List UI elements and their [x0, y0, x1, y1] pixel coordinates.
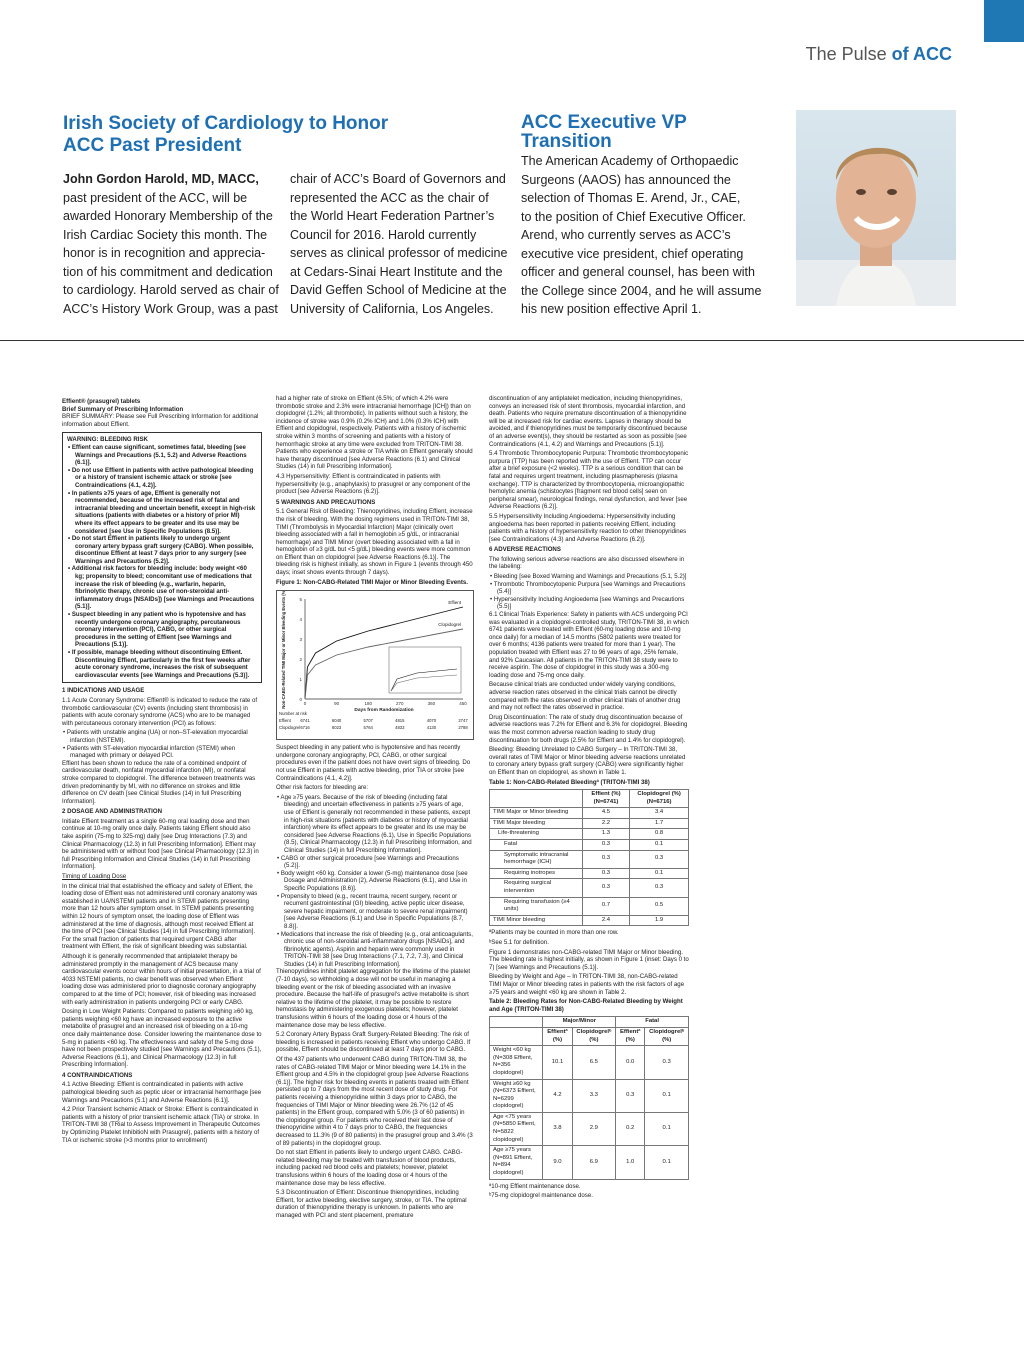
text-line: the College since 2004, and he will assume	[521, 283, 762, 298]
section-5-4: 5.4 Thrombotic Thrombocytopenic Purpura: Thrombotic thrombocytopenic purpura (TTP) has been reported with the use of Effient. TTP can occur after a brief exposure (<2 weeks). TTP is a serious condition that can be fatal and requires urgent treatment, including plasmapheresis (plasma exchange). TTP is characterized by thrombocytopenia, microangiopathic hemolytic anemia (schistocytes [fragment red blood cells] seen on peripheral smear), neurological findings, renal dysfunction, and fever [see Adverse Reactions (6.2)].	[489, 450, 689, 511]
table-cell: Major/Minor	[543, 1017, 616, 1028]
article2-title-line1: ACC Executive VP	[521, 112, 687, 133]
table-cell: 0.3	[582, 850, 629, 868]
x-tick-label: 360	[427, 701, 436, 707]
table-row	[490, 897, 689, 915]
table-cell: 0.3	[630, 850, 689, 868]
table-cell: 9.0	[543, 1146, 572, 1179]
table-cell: 0.1	[630, 840, 689, 851]
boxed-warning	[62, 432, 262, 683]
table-cell: Clopidogrel (%) (N=6716)	[630, 790, 689, 808]
section-6-text-e: Figure 1 demonstrates non-CABG-related TIMI Major or Minor bleeding. The bleeding rate is highest initially, as shown in Figure 1 (inset: Days 0 to 7) [see Warnings and Precautions (5.1)].	[489, 948, 689, 971]
risk-clopidogrel-cell: 5764	[363, 725, 373, 731]
warning-list	[67, 444, 257, 679]
table-cell: Life-threatening	[490, 829, 583, 840]
section-6-1: 6.1 Clinical Trials Experience: Safety in patients with ACS undergoing PCI was evaluated in a clopidogrel-controlled study, TRITON-TIMI 38, in which 6741 patients were treated with Effient (60-mg loading dose and 10-mg once daily) for a median of 14.5 months (5802 patients were treated for over 6 months; 4136 patients were treated for more than 1 year). The population treated with Effient was 27 to 96 years of age, 25% female, and 92% Caucasian. All patients in the TRITON-TIMI 38 study were to receive aspirin. The dose of clopidogrel in this study was a 300-mg loading dose and 75-mg once daily.	[489, 611, 689, 679]
table-cell: 3.3	[572, 1079, 616, 1112]
table-cell	[490, 1017, 543, 1028]
article2-title-line2: Transition	[521, 131, 612, 152]
column3-text-a: discontinuation of any antiplatelet medication, including thienopyridines, conveys an increased risk of stent thrombosis, myocardial infarction, and death. Patients who require premature discontinuation of a thienopyridine will be at increased risk for cardiac events. Lapses in therapy should be avoided, and if thienopyridines must be temporarily discontinued because of an adverse event(s), they should be restarted as soon as possible [see Contraindications (4.1, 4.2) and Warnings and Precautions (5.1)].	[489, 395, 688, 448]
table-cell: 6.9	[572, 1146, 616, 1179]
risk-effient-cell: 2747	[458, 718, 468, 724]
section-2-text-b: In the clinical trial that established the efficacy and safety of Effient, the loading dose of Effient was not administered until coronary anatomy was established in UA/NSTEMI patients and in STEMI patients presenting more than 12 hours after symptom onset. In STEMI patients presenting within 12 hours of symptom onset, the loading dose of Effient was administered at the time of diagnosis, although most received Effient at the time of PCI [see Clinical Studies (14) in full Prescribing Information]. For the small fraction of patients that required urgent CABG after treatment with Effient, the risk of significant bleeding was substantial.	[62, 882, 258, 951]
text-line: Arend, who currently serves as ACC’s	[521, 228, 731, 242]
table-cell: 0.8	[630, 829, 689, 840]
article1-title-line1: Irish Society of Cardiology to Honor	[63, 113, 389, 134]
list-item: • Do not start Effient in patients likely to undergo urgent coronary artery bypass graft surgery (CABG). When possible, discontinue Effient at least 7 days prior to any surgery [see Warnings and Precautions (5.2)].	[75, 535, 257, 565]
list-item: • Body weight <60 kg. Consider a lower (5-mg) maintenance dose [see Dosage and Administration (2), Adverse Reactions (6.1), and Use in Specific Populations (8.6)].	[284, 870, 474, 893]
risk-effient-cell: 6040	[331, 718, 342, 724]
table-cell: 0.5	[630, 897, 689, 915]
table-cell: 3.4	[630, 808, 689, 819]
table-group-row	[490, 1017, 689, 1028]
list-item: • Suspect bleeding in any patient who is hypotensive and has recently undergone coronary angiography, percutaneous coronary intervention (PCI), CABG, or other surgical procedures in the setting of Effient [see Warnings and Precautions (5.1)].	[75, 611, 257, 649]
indications-list	[62, 729, 262, 759]
text-line: represented the ACC as the chair of	[290, 190, 489, 205]
table-cell: Requiring transfusion (≥4 units)	[490, 897, 583, 915]
table-cell: Symptomatic intracranial hemorrhage (ICH)	[490, 850, 583, 868]
text-line: serves as clinical professor of medicine	[290, 246, 508, 260]
table-cell: 4.2	[543, 1079, 572, 1112]
adverse-list	[489, 573, 689, 611]
table-cell: 0.3	[582, 840, 629, 851]
table-cell: Clopidogrelᵇ (%)	[645, 1027, 689, 1045]
inset-frame	[389, 647, 461, 693]
article1-title-line2: ACC Past President	[63, 135, 242, 156]
x-tick-label: 450	[459, 701, 467, 707]
column2-text-c: Other risk factors for bleeding are:	[276, 784, 369, 792]
text-line: David Geffen School of Medicine at the	[290, 283, 507, 297]
text-line: awarded Honorary Membership of the	[63, 209, 273, 223]
table-cell: Clopidogrelᵇ (%)	[572, 1027, 616, 1045]
table-cell: Age <75 years (N=5850 Effient, N=5822 clopidogrel)	[490, 1112, 543, 1145]
portrait-illustration	[796, 110, 956, 306]
list-item: • In patients ≥75 years of age, Effient is generally not recommended, because of the increased risk of fatal and intracranial bleeding and uncertain benefit, except in high-risk situations (patients with diabetes or a history of prior MI) where its effect appears to be greater and its use may be considered [see Use in Specific Populations (8.5)].	[75, 490, 257, 536]
table-cell: 0.1	[645, 1079, 689, 1112]
table1-title: Table 1: Non-CABG-Related Bleedingª (TRITON-TIMI 38)	[489, 778, 650, 786]
text-line: at Cedars-Sinai Heart Institute and the	[290, 264, 503, 279]
section-1-1: 1.1 Acute Coronary Syndrome: Effient® is indicated to reduce the rate of thrombotic cardiovascular (CV) events (including stent thrombosis) in patients with acute coronary syndrome (ACS) who are to be managed with percutaneous coronary intervention (PCI) as follows:	[62, 696, 258, 727]
table-cell: 0.1	[630, 868, 689, 879]
list-item: • Medications that increase the risk of bleeding (e.g., oral anticoagulants, chronic use of non-steroidal anti-inflammatory drugs [NSAIDs], and fibrinolytic agents). Aspirin and heparin were commonly used in TRITON-TIMI 38 [see Drug Interactions (7.1, 7.2, 7.3), and Clinical Studies (14) in full Prescribing Information].	[284, 931, 474, 969]
y-tick-label: 1	[299, 677, 302, 683]
text-line: executive vice president, chief operating	[521, 246, 744, 261]
pi-column2	[276, 395, 474, 1221]
column2-text-d: Thienopyridines inhibit platelet aggregation for the lifetime of the platelet (7-10 days), so withholding a dose will not be useful in managing a bleeding event or the risk of bleeding associated with an invasive procedure. Because the half-life of prasugrel's active metabolite is short relative to the lifetime of the platelet, it may be possible to restore hemostasis by administering exogenous platelets; however, platelet transfusions within 6 hours of the loading dose or 4 hours of the maintenance dose may be less effective.	[276, 968, 471, 1029]
text-line: officer and general counsel, has been with	[521, 265, 755, 279]
risk-effient-cell: Effient	[279, 718, 291, 724]
column2-text-f: Do not start Effient in patients likely to undergo urgent CABG. CABG-related bleeding may be treated with transfusion of blood products, including packed red blood cells and platelets; however, platelet transfusions within 6 hours of the loading dose or 4 hours of the maintenance dose may be less effective.	[276, 1149, 463, 1187]
text-line: selection of Thomas E. Arend, Jr., CAE,	[521, 191, 741, 205]
pi-title: Effient® (prasugrel) tablets	[62, 398, 141, 405]
list-item: • CABG or other surgical procedure [see Warnings and Precautions (5.2)].	[284, 855, 474, 870]
section-4-3: 4.3 Hypersensitivity: Effient is contraindicated in patients with hypersensitivity (e.g., anaphylaxis) to prasugrel or any component of the product [see Adverse Reactions (6.2)].	[276, 472, 471, 496]
text-line: tion of his commitment and dedication	[63, 264, 273, 279]
table-row	[490, 818, 689, 829]
text-line: Irish Cardiac Society this month. The	[63, 227, 268, 242]
y-tick-label: 3	[299, 637, 302, 643]
table2-footnote-a: ª10-mg Effient maintenance dose.	[489, 1182, 581, 1190]
y-tick-label: 0	[299, 697, 302, 703]
x-axis-label: Days from Randomization	[354, 708, 414, 714]
table-row	[490, 1046, 689, 1079]
list-item: • Age ≥75 years. Because of the risk of bleeding (including fatal bleeding) and uncertain effectiveness in patients ≥75 years of age, use of Effient is generally not recommended in these patients, except in high-risk situations (patients with diabetes or history of myocardial infarction) where its effect appears to be greater and its use may be considered [see Adverse Reactions (6.1), Use in Specific Populations (8.5), Clinical Pharmacology (12.3) in full Prescribing Information, and Clinical Studies (14) in full Prescribing Information].	[284, 794, 474, 855]
bleeding-chart	[276, 590, 474, 740]
list-item: • Do not use Effient in patients with active pathological bleeding or a history of transient ischemic attack or stroke [see Contraindications (4.1, 4.2)].	[75, 467, 257, 490]
timing-heading: Timing of Loading Dose	[62, 873, 127, 881]
text-line: to cardiology. Harold served as chair of	[63, 283, 279, 297]
section-6-text-c: Drug Discontinuation: The rate of study drug discontinuation because of adverse reactions was 7.2% for Effient and 6.3% for clopidogrel. Bleeding was the most common adverse reaction leading to study drug discontinuation for both drugs (2.5% for Effient and 1.4% for clopidogrel).	[489, 713, 688, 744]
y-axis-label: Non-CABG-Related TIMI Major or Minor Bleeding Events (%)	[281, 591, 286, 710]
section-6-text-f: Bleeding by Weight and Age – In TRITON-TIMI 38, non-CABG-related TIMI Major or Minor bleeding rates in patients with the risk factors of age ≥75 years and weight <60 kg are shown in Table 2.	[489, 973, 685, 996]
text-line: honor is in recognition and apprecia-	[63, 246, 266, 260]
risk-effient-cell: 4815	[395, 718, 405, 724]
table2-footnote-b: ᵇ75-mg clopidogrel maintenance dose.	[489, 1192, 593, 1200]
column2-text-b: Suspect bleeding in any patient who is hypotensive and has recently undergone coronary angiography, PCI, CABG, or other surgical procedures even if the patient does not have overt signs of bleeding. Do not use Effient in patients with active bleeding, prior TIA or stroke [see Contraindications (4.1, 4.2)].	[276, 744, 471, 782]
risk-clopidogrel-cell: 4130	[426, 725, 437, 731]
table-cell: 1.0	[616, 1146, 645, 1179]
column2-text-a: had a higher rate of stroke on Effient (6.5%; of which 4.2% were thrombotic stroke and 2.3% were intracranial hemorrhage [ICH]) than on clopidogrel (1.2%; all thrombotic). In patients without such a history, the incidence of stroke was 0.9% (0.2% ICH) and 1.0% (0.3% ICH) with Effient and clopidogrel, respectively. Patients with a history of ischemic stroke within 3 months of screening and patients with a history of hemorrhagic stroke at any time were excluded from TRITON-TIMI 38. Patients who experience a stroke or TIA while on Effient generally should have therapy discontinued [see Adverse Reactions (6.1) and Clinical Studies (14) in full Prescribing Information].	[276, 395, 473, 471]
text-line: his new position effective April 1.	[521, 302, 702, 316]
table-cell: TIMI Minor bleeding	[490, 915, 583, 926]
header-brand: of ACC	[891, 44, 952, 64]
list-item: • Hypersensitivity Including Angioedema [see Warnings and Precautions (5.5)]	[497, 596, 689, 611]
table-row	[490, 808, 689, 819]
list-item: • Patients with unstable angina (UA) or non–ST-elevation myocardial infarction (NSTEMI).	[70, 729, 262, 744]
section-2-text-a: Initiate Effient treatment as a single 60-mg oral loading dose and then continue at 10-mg orally once daily. Patients taking Effient should also take aspirin (75-mg to 325-mg) daily [see Drug Interactions (7.3) and Clinical Pharmacology (12.3) in full Prescribing Information]. Effient may be administered with or without food [see Clinical Pharmacology (12.3) in full Prescribing Information and Clinical Studies (14) in full Prescribing Information].	[62, 817, 259, 871]
table-cell: 0.0	[616, 1046, 645, 1079]
table-cell	[490, 1027, 543, 1045]
risk-effient-cell: 6741	[300, 718, 310, 724]
pi-column1	[62, 398, 262, 1146]
section-5-1: 5.1 General Risk of Bleeding: Thienopyridines, including Effient, increase the risk of bleeding. With the dosing regimens used in TRITON-TIMI 38, TIMI (Thrombolysis in Myocardial Infarction) Major (clinically overt bleeding associated with a fall in hemoglobin ≥5 g/dL, or intracranial hemorrhage) and TIMI Minor (overt bleeding associated with a fall in hemoglobin of ≥3 g/dL but <5 g/dL) bleeding events were more common on Effient than on clopidogrel [see Adverse Reactions (6.1)]. The bleeding risk is highest initially, as shown in Figure 1 (events through 450 days; inset shows events through 7 days).	[276, 508, 473, 577]
pi-column3	[489, 395, 689, 1202]
list-item: • Effient can cause significant, sometimes fatal, bleeding [see Warnings and Precautions (5.1, 5.2) and Adverse Reactions (6.1)].	[75, 444, 257, 467]
y-tick-label: 2	[299, 657, 302, 663]
table-row	[490, 850, 689, 868]
x-tick-label: 270	[396, 701, 404, 707]
table-cell: 0.1	[645, 1146, 689, 1179]
pi-subtitle: Brief Summary of Prescribing Information	[62, 405, 184, 413]
list-item: • Propensity to bleed (e.g., recent trauma, recent surgery, recent or recurrent gastrointestinal (GI) bleeding, active peptic ulcer disease, severe hepatic impairment, or moderate to severe renal impairment) [see Adverse Reactions (6.1) and Use in Specific Populations (8.7, 8.8)].	[284, 893, 474, 931]
text-line: past president of the ACC, will be	[63, 190, 248, 205]
article1-column1	[63, 170, 283, 318]
list-item: • Additional risk factors for bleeding include: body weight <60 kg; propensity to bleed; concomitant use of medications that increase the risk of bleeding (e.g., warfarin, heparin, fibrinolytic therapy, chronic use of non-steroidal anti-inflammatory drugs [NSAIDs]) [see Warnings and Precautions (5.1)].	[75, 565, 257, 611]
table-header-row	[490, 790, 689, 808]
table-row	[490, 840, 689, 851]
table-cell: Weight <60 kg (N=308 Effient, N=356 clopidogrel)	[490, 1046, 543, 1079]
header-accent-bar	[984, 0, 1024, 42]
table-row	[490, 1146, 689, 1179]
legend-effient: Effient	[448, 600, 461, 606]
section-5-3: 5.3 Discontinuation of Effient: Discontinue thienopyridines, including Effient, for active bleeding, elective surgery, stroke, or TIA. The optimal duration of thienopyridine therapy is unknown. In patients who are managed with PCI and stent placement, premature	[276, 1189, 467, 1219]
table1-footnote-a: ªPatients may be counted in more than one row.	[489, 929, 619, 937]
portrait-photo	[796, 110, 956, 306]
risk-clopidogrel-cell: 4833	[395, 725, 405, 731]
table-cell: 4.5	[582, 808, 629, 819]
section-2-text-d: Dosing in Low Weight Patients: Compared to patients weighing ≥60 kg, patients weighing <60 kg have an increased exposure to the active metabolite of prasugrel and an increased risk of bleeding on a 10-mg once daily maintenance dose. Consider lowering the maintenance dose to 5-mg in patients <60 kg. The effectiveness and safety of the 5-mg dose have not been prospectively studied [see Warnings and Precautions (5.1), Adverse Reactions (6.1), and Clinical Pharmacology (12.3) in full Prescribing Information].	[62, 1008, 262, 1069]
table-cell: TIMI Major bleeding	[490, 818, 583, 829]
table-cell: 6.5	[572, 1046, 616, 1079]
section-2-heading: 2 DOSAGE AND ADMINISTRATION	[62, 808, 162, 816]
table-cell: TIMI Major or Minor bleeding	[490, 808, 583, 819]
table-header-row	[490, 1027, 689, 1045]
table-row	[490, 879, 689, 897]
table-cell	[490, 790, 583, 808]
table-cell: Fatal	[490, 840, 583, 851]
section-5-5: 5.5 Hypersensitivity Including Angioedema: Hypersensitivity including angioedema has been reported in patients receiving Effient, including patients with a history of hypersensitivity reaction to other thienopyridines [see Contraindications (4.3) and Adverse Reactions (6.2)].	[489, 512, 687, 543]
text-line: Surgeons (AAOS) has announced the	[521, 172, 731, 187]
list-item: • Thrombotic Thrombocytopenic Purpura [see Warnings and Precautions (5.4)]	[497, 581, 689, 596]
section-1-heading: 1 INDICATIONS AND USAGE	[62, 687, 145, 695]
table-cell: 0.3	[582, 879, 629, 897]
risk-factor-list	[276, 794, 474, 969]
risk-clopidogrel-cell: 6716	[300, 725, 310, 731]
article1-title	[63, 113, 388, 157]
table1	[489, 789, 689, 926]
risk-clopidogrel-cell: Clopidogrel	[279, 725, 301, 731]
legend-clopidogrel: Clopidogrel	[438, 622, 461, 628]
y-tick-label: 4	[299, 617, 302, 623]
header-prefix: The Pulse	[805, 44, 892, 64]
table-row	[490, 1112, 689, 1145]
running-header	[806, 44, 952, 65]
list-item: • If possible, manage bleeding without discontinuing Effient. Discontinuing Effient, particularly in the first few weeks after acute coronary syndrome, increases the risk of subsequent cardiovascular events [see Warnings and Precautions (5.3)].	[75, 649, 257, 679]
table-cell: 0.7	[582, 897, 629, 915]
table-cell: 2.2	[582, 818, 629, 829]
table-cell: 0.3	[582, 868, 629, 879]
text-line: to the position of Chief Executive Officer.	[521, 209, 746, 224]
table-cell: Fatal	[616, 1017, 689, 1028]
table-cell: 2.4	[582, 915, 629, 926]
article2-title	[521, 113, 687, 151]
table-cell: 1.3	[582, 829, 629, 840]
section-4-2: 4.2 Prior Transient Ischemic Attack or Stroke: Effient is contraindicated in patients with a history of prior transient ischemic attack (TIA) or stroke. In TRITON-TIMI 38 (TRial to Assess Improvement in Therapeutic Outcomes by Optimizing Platelet InhibitioN with Prasugrel), patients with a history of TIA or ischemic stroke (>3 months prior to enrollment)	[62, 1106, 260, 1144]
risk-title: Number at risk	[279, 711, 307, 717]
text-line: chair of ACC’s Board of Governors and	[290, 172, 506, 186]
table-cell: Age ≥75 years (N=891 Effient, N=894 clopidogrel)	[490, 1146, 543, 1179]
table-cell: Effient (%) (N=6741)	[582, 790, 629, 808]
text-line: Council for 2016. Harold currently	[290, 227, 477, 242]
table2	[489, 1016, 689, 1179]
list-item: • Patients with ST-elevation myocardial infarction (STEMI) when managed with primary or delayed PCI.	[70, 745, 262, 760]
pi-brief: BRIEF SUMMARY: Please see Full Prescribing Information for additional information about Effient.	[62, 413, 259, 428]
x-tick-label: 90	[334, 701, 340, 707]
table-cell: Effientª (%)	[543, 1027, 572, 1045]
risk-effient-cell: 5707	[363, 718, 373, 724]
table-cell: 3.8	[543, 1112, 572, 1145]
table-cell: 1.7	[630, 818, 689, 829]
section-divider	[0, 340, 1024, 341]
table-cell: 2.9	[572, 1112, 616, 1145]
table-cell: 0.3	[630, 879, 689, 897]
bleeding-chart-svg	[277, 591, 473, 739]
risk-clopidogrel-cell: 6023	[331, 725, 342, 731]
section-5-heading: 5 WARNINGS AND PRECAUTIONS	[276, 498, 376, 506]
text-line: The American Academy of Orthopaedic	[521, 154, 739, 168]
table-cell: Effientª (%)	[616, 1027, 645, 1045]
table-cell: 0.3	[616, 1079, 645, 1112]
table-cell: 10.1	[543, 1046, 572, 1079]
section-6-text-b: Because clinical trials are conducted under widely varying conditions, adverse reaction rates observed in the clinical trials cannot be directly compared with the rates observed in other clinical trials of another drug and may not reflect the rates observed in practice.	[489, 681, 681, 712]
y-tick-label: 5	[299, 597, 302, 603]
table-row	[490, 1079, 689, 1112]
x-tick-label: 0	[303, 701, 307, 707]
section-6-text-d: Bleeding: Bleeding Unrelated to CABG Surgery – In TRITON-TIMI 38, overall rates of TIMI Major or Minor bleeding adverse reactions unrelated to coronary artery bypass graft surgery (CABG) were significantly higher on Effient than on clopidogrel, as shown in Table 1.	[489, 746, 686, 776]
list-item: • Bleeding [see Boxed Warning and Warnings and Precautions (5.1, 5.2)]	[497, 573, 689, 581]
section-2-text-c: Although it is generally recommended that antiplatelet therapy be administered promptly in the management of ACS because many cardiovascular events occur within hours of initial presentation, in a trial of 4033 NSTEMI patients, no clear benefit was observed when Effient loading dose was administered prior to diagnostic coronary angiography compared to at the time of PCI; however, risk of bleeding was increased with early administration in patients undergoing PCI or early CABG.	[62, 952, 261, 1006]
text-line: University of California, Los Angeles.	[290, 301, 494, 316]
table-cell: 1.9	[630, 915, 689, 926]
figure-title: Figure 1: Non-CABG-Related TIMI Major or Minor Bleeding Events.	[276, 578, 468, 586]
table2-title: Table 2: Bleeding Rates for Non-CABG-Related Bleeding by Weight and Age (TRITON-TIMI 38)	[489, 998, 683, 1013]
table-cell: Requiring surgical intervention	[490, 879, 583, 897]
warning-title: WARNING: BLEEDING RISK	[67, 436, 148, 444]
table-row	[490, 868, 689, 879]
text-line: the World Heart Federation Partner’s	[290, 209, 495, 223]
table-cell: 0.3	[645, 1046, 689, 1079]
section-5-2: 5.2 Coronary Artery Bypass Graft Surgery-Related Bleeding: The risk of bleeding is increased in patients receiving Effient who undergo CABG. If possible, Effient should be discontinued at least 7 days prior to CABG.	[276, 1031, 471, 1054]
section-6-intro: The following serious adverse reactions are also discussed elsewhere in the labeling:	[489, 555, 685, 571]
risk-effient-cell: 4070	[426, 718, 437, 724]
section-4-1: 4.1 Active Bleeding: Effient is contraindicated in patients with active pathological bleeding such as peptic ulcer or intracranial hemorrhage [see Warnings and Precautions (5.1) and Adverse Reactions (6.1)].	[62, 1081, 262, 1104]
article2-body	[521, 152, 786, 319]
table-row	[490, 829, 689, 840]
risk-clopidogrel-cell: 2788	[458, 725, 468, 731]
text-line: ACC’s History Work Group, was a past	[63, 301, 278, 316]
table-cell: 0.1	[645, 1112, 689, 1145]
text-line: John Gordon Harold, MD, MACC,	[63, 172, 259, 186]
section-1-text: Effient has been shown to reduce the rate of a combined endpoint of cardiovascular death, nonfatal myocardial infarction (MI), or nonfatal stroke compared to clopidogrel. The difference between treatments was driven predominantly by MI, with no difference on strokes and little difference on CV death [see Clinical Studies (14) in full Prescribing Information].	[62, 759, 256, 805]
article1-column2	[290, 170, 515, 318]
table-cell: Weight ≥60 kg (N=6373 Effient, N=6299 clopidogrel)	[490, 1079, 543, 1112]
x-tick-label: 180	[364, 701, 372, 707]
table-row	[490, 915, 689, 926]
table-cell: Requiring inotropes	[490, 868, 583, 879]
table-cell: 0.2	[616, 1112, 645, 1145]
column2-text-e: Of the 437 patients who underwent CABG during TRITON-TIMI 38, the rates of CABG-related TIMI Major or Minor bleeding were 14.1% in the Effient group and 4.5% in the clopidogrel group [see Adverse Reactions (6.1)]. The higher risk for bleeding events in patients treated with Effient persisted up to 7 days from the most recent dose of study drug. For patients receiving a thienopyridine within 3 days prior to CABG, the frequencies of TIMI Major or Minor bleeding were 26.7% (12 of 45 patients) in the Effient group, compared with 5.0% (3 of 60 patients) in the clopidogrel group. For patients who received their last dose of thienopyridine within 4 to 7 days prior to CABG, the frequencies decreased to 11.3% (9 of 80 patients) in the prasugrel group and 3.4% (3 of 89 patients) in the clopidogrel group.	[276, 1056, 473, 1147]
table1-footnote-b: ᵇSee 5.1 for definition.	[489, 939, 549, 946]
section-6-heading: 6 ADVERSE REACTIONS	[489, 546, 561, 554]
section-4-heading: 4 CONTRAINDICATIONS	[62, 1071, 133, 1079]
